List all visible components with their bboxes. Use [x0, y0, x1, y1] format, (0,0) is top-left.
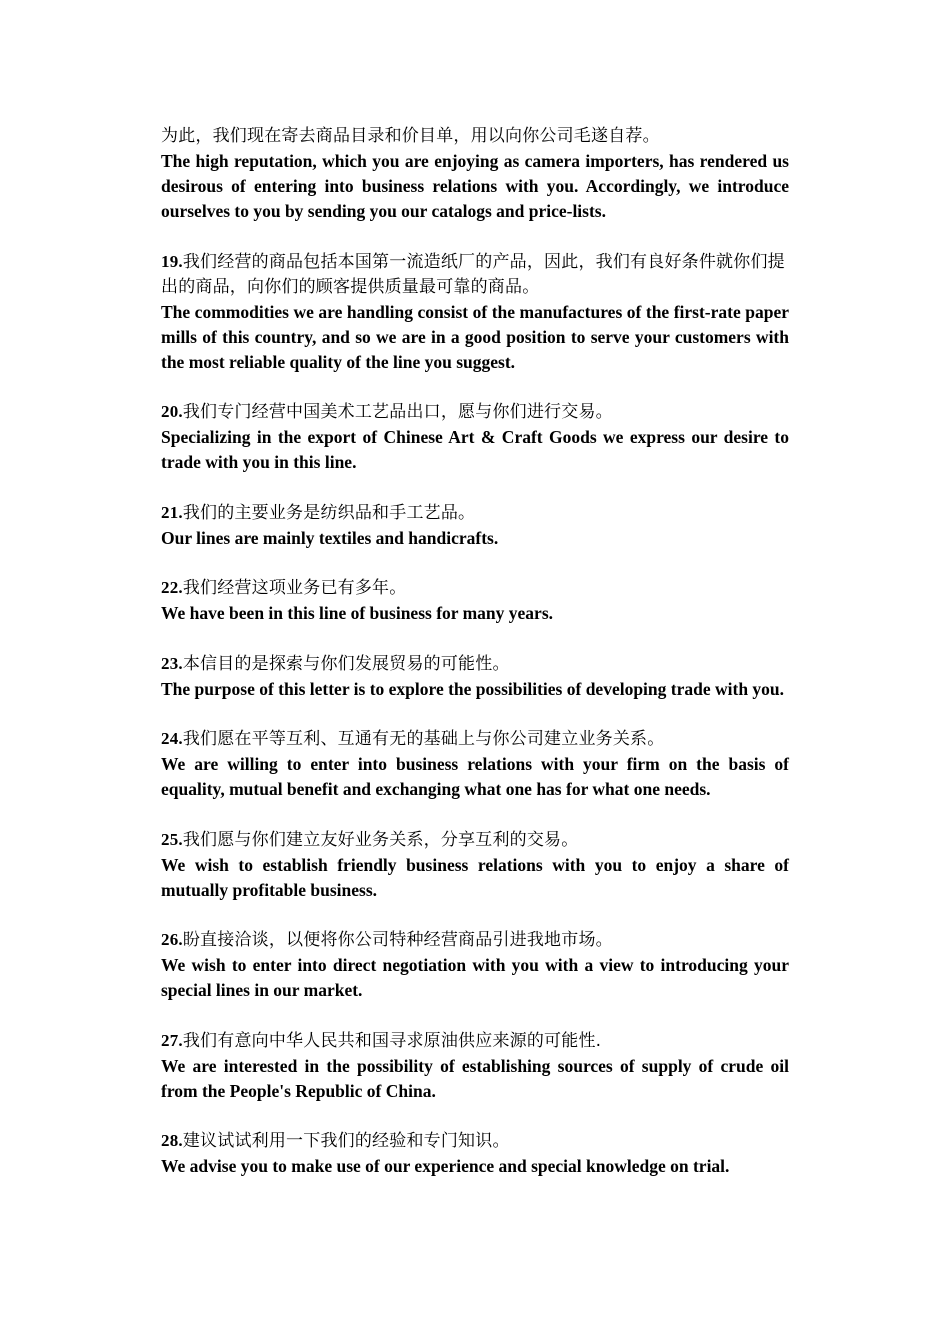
english-sentence: The purpose of this letter is to explore the possibilities of developing trade with you.	[161, 678, 785, 699]
chinese-text: 我们愿与你们建立友好业务关系，分享互利的交易。	[182, 829, 579, 850]
entry-number: 19.	[161, 251, 183, 271]
chinese-text: 我们的主要业务是纺织品和手工艺品。	[182, 502, 476, 523]
chinese-sentence	[161, 123, 789, 149]
entry-28	[161, 1128, 789, 1179]
chinese-text: 我们经营这项业务已有多年。	[182, 578, 407, 598]
chinese-text: 我们经营的商品包括本国第一流造纸厂的产品，因此，我们有良好条件就你们提出的商品，向你们的顾客提供质量最可靠的商品。	[161, 251, 785, 297]
entry-27	[161, 1028, 789, 1104]
english-sentence: We have been in this line of business for many years.	[161, 603, 553, 623]
document-page	[161, 123, 789, 1204]
chinese-sentence	[161, 500, 789, 526]
english-sentence: We are interested in the possibility of establishing sources of supply of crude oil from the People's Republic of China.	[161, 1055, 789, 1101]
entry-23	[161, 651, 789, 702]
chinese-text: 为此，我们现在寄去商品目录和价目单，用以向你公司毛遂自荐。	[161, 126, 660, 146]
entry-number: 28.	[161, 1131, 183, 1150]
chinese-sentence	[161, 399, 789, 425]
english-sentence: The high reputation, which you are enjoying as camera importers, has rendered us desirous of entering into business relations with you. Accordingly, we introduce ourselves to you by sending you our catalogs and price-lists.	[161, 151, 789, 221]
chinese-text: 我们愿在平等互利、互通有无的基础上与你公司建立业务关系。	[182, 729, 665, 749]
entry-26	[161, 927, 789, 1003]
entry-19	[161, 249, 789, 375]
english-sentence: Our lines are mainly textiles and handicrafts.	[161, 527, 499, 548]
chinese-sentence	[161, 827, 789, 853]
entry-number: 24.	[161, 729, 183, 748]
english-sentence: We wish to enter into direct negotiation with you with a view to introducing your special lines in our market.	[161, 955, 789, 1000]
chinese-text: 盼直接洽谈，以便将你公司特种经营商品引进我地市场。	[182, 930, 613, 950]
chinese-sentence	[161, 249, 789, 300]
entry-21	[161, 500, 789, 551]
entry-20	[161, 399, 789, 475]
chinese-text: 我们专门经营中国美术工艺品出口，愿与你们进行交易。	[182, 402, 613, 422]
english-sentence: Specializing in the export of Chinese Art & Craft Goods we express our desire to trade with you in this line.	[161, 427, 789, 472]
entry-18-continued	[161, 123, 789, 224]
entry-number: 27.	[161, 1030, 183, 1050]
chinese-sentence	[161, 726, 789, 752]
chinese-sentence	[161, 651, 789, 677]
chinese-text: 建议试试利用一下我们的经验和专门知识。	[182, 1131, 510, 1151]
entry-number: 26.	[161, 930, 183, 949]
entry-number: 22.	[161, 578, 183, 597]
english-sentence: We advise you to make use of our experience and special knowledge on trial.	[161, 1156, 730, 1176]
chinese-text: 本信目的是探索与你们发展贸易的可能性。	[182, 653, 510, 674]
chinese-sentence	[161, 1128, 789, 1154]
entry-22	[161, 575, 789, 626]
entry-number: 23.	[161, 653, 183, 673]
chinese-sentence	[161, 575, 789, 601]
english-sentence: We wish to establish friendly business relations with you to enjoy a share of mutually profitable business.	[161, 854, 789, 900]
chinese-sentence	[161, 1028, 789, 1054]
entry-25	[161, 827, 789, 903]
entry-number: 25.	[161, 829, 183, 849]
entry-number: 20.	[161, 402, 183, 421]
english-sentence: The commodities we are handling consist of the manufactures of the first-rate paper mills of this country, and so we are in a good position to serve your customers with the most reliable quality of the line you suggest.	[161, 301, 789, 372]
entry-number: 21.	[161, 502, 183, 522]
chinese-text: 我们有意向中华人民共和国寻求原油供应来源的可能性.	[182, 1030, 602, 1051]
chinese-sentence	[161, 927, 789, 953]
entry-24	[161, 726, 789, 802]
english-sentence: We are willing to enter into business relations with your firm on the basis of equality, mutual benefit and exchanging what one has for what one needs.	[161, 754, 789, 799]
